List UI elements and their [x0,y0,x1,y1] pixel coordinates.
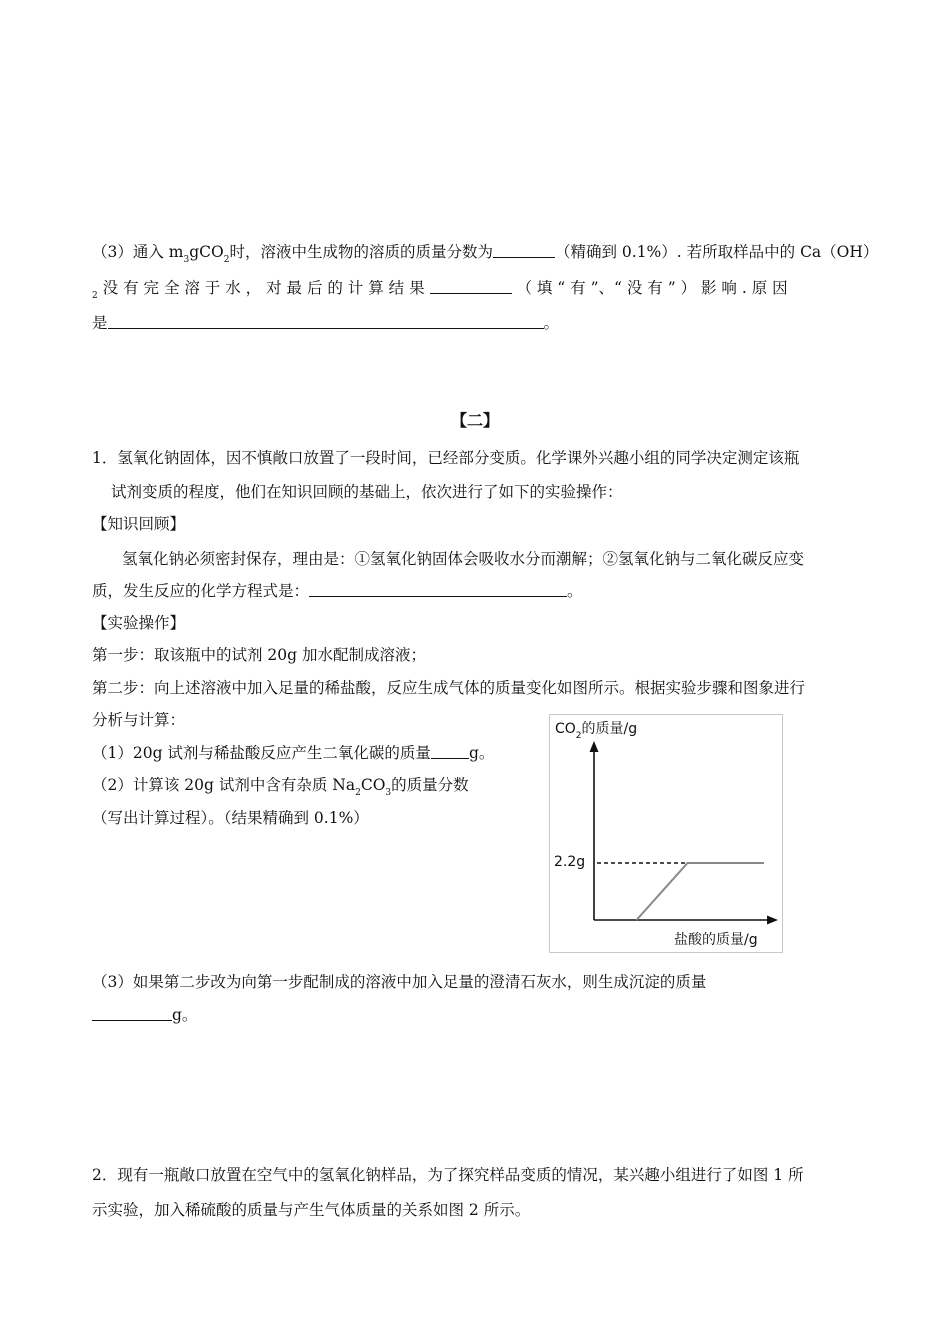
q2-line2: 示实验，加入稀硫酸的质量与产生气体质量的关系如图 2 所示。 [92,1201,531,1219]
step2-continued: 分析与计算： [92,711,186,729]
subquestion-3: （3）如果第二步改为向第一步配制成的溶液中加入足量的澄清石灰水，则生成沉淀的质量 [92,973,707,991]
subquestion-3-answer: g。 [92,1003,197,1025]
step1: 第一步：取该瓶中的试剂 20g 加水配制成溶液； [92,646,427,664]
step2: 第二步：向上述溶液中加入足量的稀盐酸，反应生成气体的质量变化如图所示。根据实验步骤和图象进行 [92,679,806,697]
answer-blank-precipitate-mass[interactable] [92,1006,172,1021]
chart-y-axis-label: $CO_2$的质量/g [555,721,638,741]
chart-y-axis-arrow [590,741,599,752]
answer-blank-mass-fraction[interactable] [493,243,555,258]
knowledge-line1: 氢氧化钠必须密封保存，理由是：①氢氧化钠固体会吸收水分而潮解；②氢氧化钠与二氧化碳反应变 [122,550,805,568]
co2-mass-chart [549,714,783,953]
subquestion-2-line2: （写出计算过程）。（结果精确到 0.1%） [92,809,369,827]
part3-line3: 是 。 [92,314,560,332]
chart-series-line [637,863,765,920]
chart-y-tick-label: 2.2g [554,854,586,870]
part3-line2: $_2$ 没 有 完 全 溶 于 水 ， 对 最 后 的 计 算 结 果 （ 填 “ 有 ”、“ 没 有 ” ） 影 响 . 原 因 [92,279,788,301]
section-title: 【二】 [450,411,499,430]
q2-line1: 2．现有一瓶敞口放置在空气中的氢氧化钠样品，为了探究样品变质的情况，某兴趣小组进行了如图 1 所 [92,1166,804,1184]
chart-x-axis-arrow [767,916,778,925]
answer-blank-co2-mass[interactable] [431,744,469,759]
part3-line1: （3）通入 $m_3gCO_2$时，溶液中生成物的溶质的质量分数为 （精确到 0.1%）. 若所取样品中的 Ca（OH） [92,243,879,265]
chart-x-axis-label: 盐酸的质量/g [674,932,758,948]
answer-blank-equation[interactable] [309,582,567,597]
q1-line2: 试剂变质的程度，他们在知识回顾的基础上，依次进行了如下的实验操作： [111,483,623,501]
experiment-heading: 【实验操作】 [92,614,186,632]
chart-plot-area [550,715,782,952]
q1-line1: 1．氢氧化钠固体，因不慎敞口放置了一段时间，已经部分变质。化学课外兴趣小组的同学决定测定该瓶 [92,449,800,467]
answer-blank-reason[interactable] [108,314,544,329]
knowledge-line2: 质，发生反应的化学方程式是： 。 [92,582,583,600]
knowledge-heading: 【知识回顾】 [92,515,186,533]
subquestion-1: （1）20g 试剂与稀盐酸反应产生二氧化碳的质量 g。 [92,744,495,762]
subquestion-2: （2）计算该 20g 试剂中含有杂质 $Na_2CO_3$的质量分数 [92,776,469,798]
answer-blank-effect[interactable] [430,279,512,294]
